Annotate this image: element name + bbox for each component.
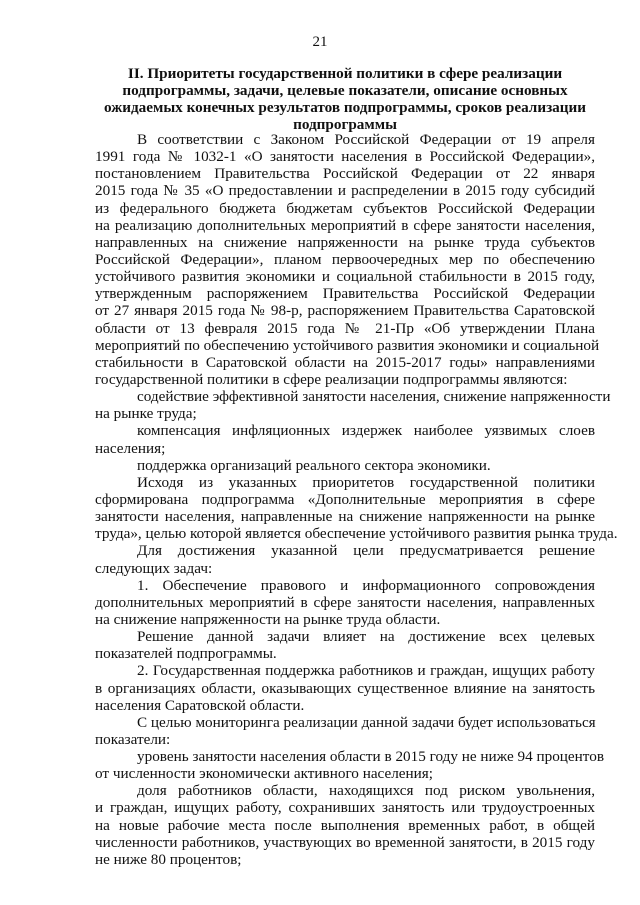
text-line: и граждан, ищущих работу, сохранивших занятость или трудоустроенных [95, 799, 595, 817]
body-text [95, 131, 618, 868]
text-line: области от 13 февраля 2015 года № 21-Пр «Об утверждении Плана [95, 319, 595, 337]
text-line: государственной политики в сфере реализации подпрограммы являются: [95, 370, 568, 388]
text-line: поддержка организаций реального сектора экономики. [137, 456, 491, 474]
text-line: Исходя из указанных приоритетов государственной политики [137, 473, 595, 491]
text-line: В соответствии с Законом Российской Федерации от 19 апреля [137, 131, 595, 148]
text-line: на новые рабочие места после выполнения временных работ, в общей [95, 816, 595, 834]
text-line: утвержденным распоряжением Правительства Российской Федерации [95, 285, 595, 303]
text-line: Для достижения указанной цели предусматривается решение [137, 542, 595, 560]
text-line: постановлением Правительства Российской Федерации от 22 января [95, 165, 595, 183]
text-line: сформирована подпрограмма «Дополнительные мероприятия в сфере [95, 490, 595, 508]
text-line: на снижение напряженности на рынке труда области. [95, 610, 441, 628]
text-line: устойчивого развития экономики и социальной стабильности в 2015 году, [95, 268, 595, 286]
text-line: не ниже 80 процентов; [95, 850, 242, 868]
text-line: от численности экономически активного населения; [95, 765, 434, 783]
text-line: населения Саратовской области. [95, 696, 305, 714]
text-line: от 27 января 2015 года № 98-р, распоряжением Правительства Саратовской [95, 302, 595, 320]
text-line: мероприятий по обеспечению устойчивого развития экономики и социальной [95, 336, 600, 354]
text-line: направленных на снижение напряженности на рынке труда субъектов [95, 233, 595, 251]
heading-line: подпрограммы [293, 116, 397, 133]
text-line: показатели: [95, 730, 171, 748]
text-line: занятости населения, направленные на снижение напряженности на рынке [95, 508, 595, 526]
text-line: численности работников, участвующих во временной занятости, в 2015 году [95, 833, 595, 851]
text-line: компенсация инфляционных издержек наиболее уязвимых слоев [137, 422, 595, 440]
text-line: 1991 года № 1032-1 «О занятости населения в Российской Федерации», [95, 148, 595, 166]
text-line: стабильности в Саратовской области на 2015-2017 годы» направлениями [95, 353, 595, 371]
text-line: 2. Государственная поддержка работников и граждан, ищущих работу [137, 662, 595, 680]
text-line: из федерального бюджета бюджетам субъектов Российской Федерации [95, 199, 595, 217]
heading-line: II. Приоритеты государственной политики в сфере реализации [127, 65, 563, 82]
text-line: на реализацию дополнительных мероприятий в сфере занятости населения, [95, 216, 595, 234]
text-line: показателей подпрограммы. [95, 645, 277, 663]
text-line: уровень занятости населения области в 2015 году не ниже 94 процентов [137, 748, 604, 766]
text-line: доля работников области, находящихся под риском увольнения, [137, 782, 595, 800]
text-line: Российской Федерации», планом первоочередных мер по обеспечению [95, 250, 595, 268]
text-line: дополнительных мероприятий в сфере занятости населения, направленных [95, 593, 595, 611]
text-line: следующих задач: [95, 559, 213, 577]
text-line: содействие эффективной занятости населения, снижение напряженности [137, 388, 611, 406]
section-heading [95, 65, 595, 133]
heading-line: ожидаемых конечных результатов подпрограммы, сроков реализации [103, 99, 587, 116]
text-line: 2015 года № 35 «О предоставлении и распределении в 2015 году субсидий [95, 182, 595, 200]
page-number: 21 [312, 34, 328, 50]
text-line: Решение данной задачи влияет на достижение всех целевых [137, 628, 595, 646]
heading-line: подпрограммы, задачи, целевые показатели, описание основных [122, 82, 568, 99]
text-line: труда», целью которой является обеспечение устойчивого развития рынка труда. [95, 525, 618, 543]
text-line: населения; [95, 439, 166, 457]
text-line: в организациях области, оказывающих существенное влияние на занятость [95, 679, 595, 697]
text-line: на рынке труда; [95, 405, 197, 423]
text-line: 1. Обеспечение правового и информационного сопровождения [137, 576, 595, 594]
text-line: С целью мониторинга реализации данной задачи будет использоваться [137, 713, 596, 731]
